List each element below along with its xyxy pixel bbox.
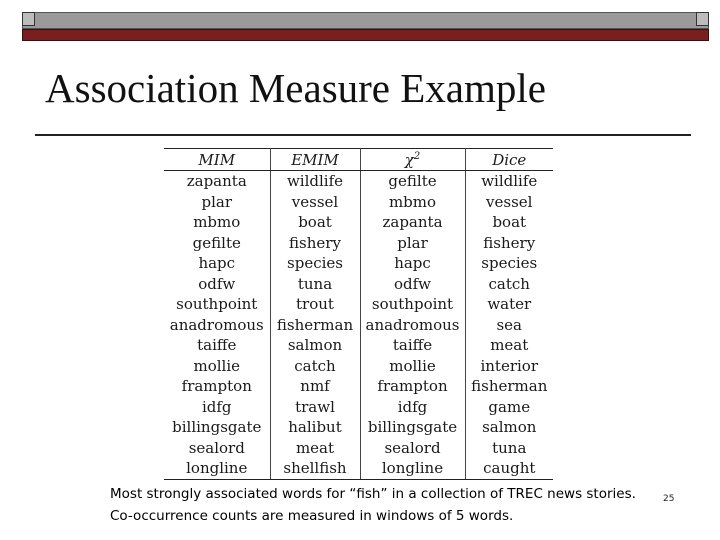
cell-mim: taiffe [164,335,270,356]
cell-emim: meat [270,438,360,459]
cell-emim: tuna [270,274,360,295]
cell-dice: vessel [486,192,533,211]
cell-mim: zapanta [164,171,270,192]
cell-chi-squared: hapc [360,253,465,274]
table-row [164,335,553,356]
header-chi-squared [360,149,465,171]
cell-mim: idfg [164,397,270,418]
cell-chi-squared: billingsgate [360,417,465,438]
cell-dice: catch [488,274,530,293]
cell-dice: tuna [492,438,527,457]
cell-chi-squared: anadromous [360,315,465,336]
cell-mim: southpoint [164,294,270,315]
cell-mim: billingsgate [164,417,270,438]
cell-dice: game [488,397,531,416]
cell-dice: interior [480,356,539,375]
table-row [164,458,553,479]
cell-dice: boat [492,213,527,231]
association-table [164,148,553,480]
cell-dice: fishery [483,233,536,252]
cell-emim: trout [270,294,360,315]
header-emim: EMIM [270,149,360,171]
cell-mim: hapc [164,253,270,274]
cell-emim: species [270,253,360,274]
header-dice: Dice [465,149,553,171]
slide-title: Association Measure Example [45,65,546,111]
header-mim: MIM [164,149,270,171]
cell-mim: anadromous [164,315,270,336]
table-row [164,417,553,438]
cell-emim: salmon [270,335,360,356]
table-row [164,397,553,418]
cell-mim: mollie [164,356,270,377]
cell-chi-squared: sealord [360,438,465,459]
cell-dice: fisherman [471,377,548,395]
cell-mim: gefilte [164,233,270,254]
table-row [164,253,553,274]
cell-chi-squared: idfg [360,397,465,418]
banner-left-square [22,12,35,26]
cell-emim: shellfish [270,458,360,479]
header-chi-symbol: χ [404,150,414,169]
table-row [164,212,553,233]
table-row [164,233,553,254]
title-divider [35,134,691,136]
cell-chi-squared: odfw [360,274,465,295]
cell-emim: fishery [270,233,360,254]
table-header-row [164,149,553,171]
cell-mim: odfw [164,274,270,295]
cell-chi-squared: taiffe [360,335,465,356]
table-row [164,356,553,377]
cell-emim: halibut [270,417,360,438]
banner-grey-strip [22,12,709,29]
table-row [164,315,553,336]
page-number: 25 [663,494,675,504]
cell-emim: trawl [270,397,360,418]
cell-chi-squared: frampton [360,376,465,397]
table-row [164,192,553,213]
cell-mim: plar [164,192,270,213]
table-row [164,294,553,315]
cell-dice: water [487,295,532,313]
banner-right-square [696,12,709,26]
cell-emim: vessel [270,192,360,213]
cell-chi-squared: plar [360,233,465,254]
header-chi-superscript: 2 [413,150,421,162]
cell-dice: caught [465,458,553,479]
table-row [164,171,553,192]
cell-mim: sealord [164,438,270,459]
cell-chi-squared: southpoint [360,294,465,315]
cell-mim: longline [164,458,270,479]
table-row [164,274,553,295]
table-row [164,376,553,397]
cell-chi-squared: gefilte [360,171,465,192]
slide-caption: Most strongly associated words for “fish” in a collection of TREC news stories. Co-occurrence counts are measured in windows of 5 words. [110,486,636,524]
table-row [164,438,553,459]
banner-red-strip [22,29,709,41]
cell-chi-squared: mollie [360,356,465,377]
cell-emim: wildlife [270,171,360,192]
cell-chi-squared: longline [360,458,465,479]
cell-mim: mbmo [164,212,270,233]
cell-emim: boat [270,212,360,233]
cell-dice: wildlife [481,172,538,190]
cell-dice: species [481,254,538,272]
association-table-container [164,148,553,480]
cell-dice: meat [490,336,529,354]
cell-dice: salmon [482,418,537,436]
cell-mim: frampton [164,376,270,397]
cell-chi-squared: mbmo [360,192,465,213]
cell-emim: fisherman [270,315,360,336]
cell-dice: sea [496,315,523,334]
cell-emim: nmf [270,376,360,397]
table-body [164,171,553,480]
cell-emim: catch [270,356,360,377]
slide-top-banner [22,12,709,41]
cell-chi-squared: zapanta [360,212,465,233]
